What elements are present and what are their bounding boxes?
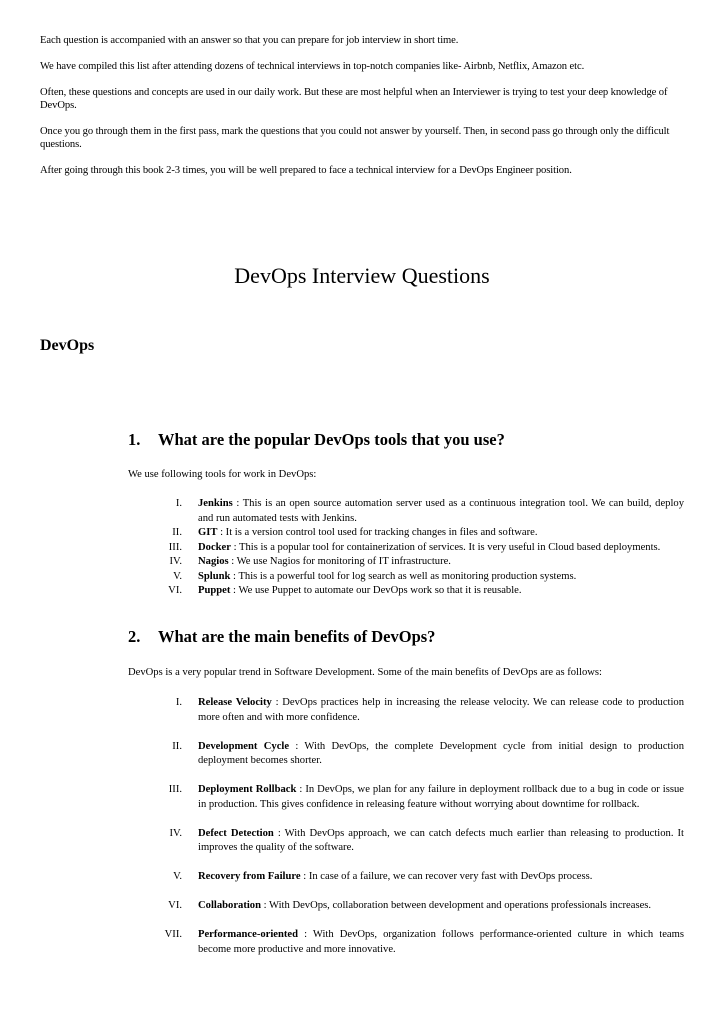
list-item — [160, 541, 684, 556]
question-number: 1. — [128, 430, 141, 449]
list-item — [160, 570, 684, 585]
item-number: I. — [175, 498, 182, 509]
item-number: IV. — [169, 827, 182, 839]
question-text: What are the main benefits of DevOps? — [158, 627, 436, 646]
list-item — [160, 555, 684, 570]
item-description: : It is a version control tool used for tracking changes in files and software. — [217, 527, 538, 538]
item-description: : In DevOps, we plan for any failure in deployment rollback due to a bug in code or issue in production. This gives confidence in releasing feature without worrying about downtime for rollback. — [198, 784, 684, 810]
list-item — [160, 696, 684, 725]
item-number: III. — [168, 541, 182, 553]
list-item — [160, 827, 684, 856]
item-description: : In case of a failure, we can recover very fast with DevOps process. — [300, 871, 593, 882]
item-number: V. — [173, 570, 182, 582]
item-description: : With DevOps approach, we can catch defects much earlier than releasing to production. It improves the quality of the software. — [198, 827, 685, 853]
item-term: Performance-oriented — [198, 929, 299, 940]
tools-list — [160, 497, 684, 599]
item-description: : DevOps practices help in increasing the release velocity. We can release code to production more often and with more confidence. — [198, 697, 684, 723]
list-item — [160, 584, 684, 599]
intro-paragraph: We have compiled this list after attending dozens of technical interviews in top-notch companies like- Airbnb, Netflix, Amazon etc. — [40, 61, 585, 72]
item-description: : We use Nagios for monitoring of IT infrastructure. — [228, 556, 451, 567]
item-description: : We use Puppet to automate our DevOps work so that it is reusable. — [230, 585, 522, 596]
item-term: Recovery from Failure — [198, 871, 301, 882]
question-2-heading — [128, 627, 435, 647]
item-term: Release Velocity — [198, 697, 272, 708]
question-text: What are the popular DevOps tools that you use? — [158, 430, 505, 449]
list-item — [160, 928, 684, 957]
item-term: Splunk — [198, 570, 231, 582]
item-term: Defect Detection — [198, 827, 274, 839]
intro-paragraph: Each question is accompanied with an answer so that you can prepare for job interview in short time. — [40, 35, 459, 46]
intro-paragraph: Once you go through them in the first pass, mark the questions that you could not answer by yourself. Then, in second pass go through only the difficult questions. — [40, 126, 670, 150]
question-1-intro: We use following tools for work in DevOps: — [128, 469, 317, 480]
list-item — [160, 870, 684, 885]
item-term: Nagios — [198, 556, 229, 567]
question-2-intro: DevOps is a very popular trend in Software Development. Some of the main benefits of DevOps are as follows: — [128, 667, 602, 678]
list-item — [160, 899, 684, 914]
list-item — [160, 783, 684, 812]
question-1-heading — [128, 430, 505, 450]
section-heading: DevOps — [40, 337, 95, 354]
item-number: II. — [172, 527, 182, 538]
intro-paragraph: Often, these questions and concepts are used in our daily work. But these are most helpful when an Interviewer is trying to test your deep knowledge of DevOps. — [40, 87, 668, 111]
item-number: IV. — [169, 556, 182, 567]
benefits-list — [160, 696, 684, 972]
item-number: VI. — [168, 900, 182, 911]
item-term: Deployment Rollback — [198, 784, 297, 795]
item-term: Development Cycle — [198, 740, 290, 752]
item-description: : With DevOps, organization follows performance-oriented culture in which teams become more productive and more innovative. — [198, 929, 684, 955]
item-term: Docker — [198, 541, 231, 553]
item-number: VI. — [168, 585, 182, 596]
list-item — [160, 740, 684, 769]
list-item — [160, 526, 684, 541]
item-number: II. — [172, 740, 182, 752]
item-number: VII. — [164, 929, 182, 940]
item-description: : This is a powerful tool for log search as well as monitoring production systems. — [230, 570, 577, 582]
item-term: Collaboration — [198, 900, 261, 911]
intro-section — [40, 34, 680, 190]
item-term: GIT — [198, 527, 218, 538]
item-description: : This is a popular tool for containerization of services. It is very useful in Cloud based deployments. — [230, 541, 661, 553]
item-number: V. — [173, 871, 182, 882]
item-description: : This is an open source automation server used as a continuous integration tool. We can build, deploy and run automated tests with Jenkins. — [198, 498, 684, 524]
item-term: Puppet — [198, 585, 231, 596]
question-number: 2. — [128, 627, 141, 646]
item-term: Jenkins — [198, 498, 233, 509]
document-title: DevOps Interview Questions — [234, 263, 490, 288]
item-description: : With DevOps, the complete Development cycle from initial design to production deployment becomes shorter. — [198, 740, 685, 766]
item-number: III. — [168, 784, 182, 795]
intro-paragraph: After going through this book 2-3 times, you will be well prepared to face a technical interview for a DevOps Engineer position. — [40, 165, 572, 176]
list-item — [160, 497, 684, 526]
item-description: : With DevOps, collaboration between development and operations professionals increases. — [260, 900, 652, 911]
item-number: I. — [175, 697, 182, 708]
